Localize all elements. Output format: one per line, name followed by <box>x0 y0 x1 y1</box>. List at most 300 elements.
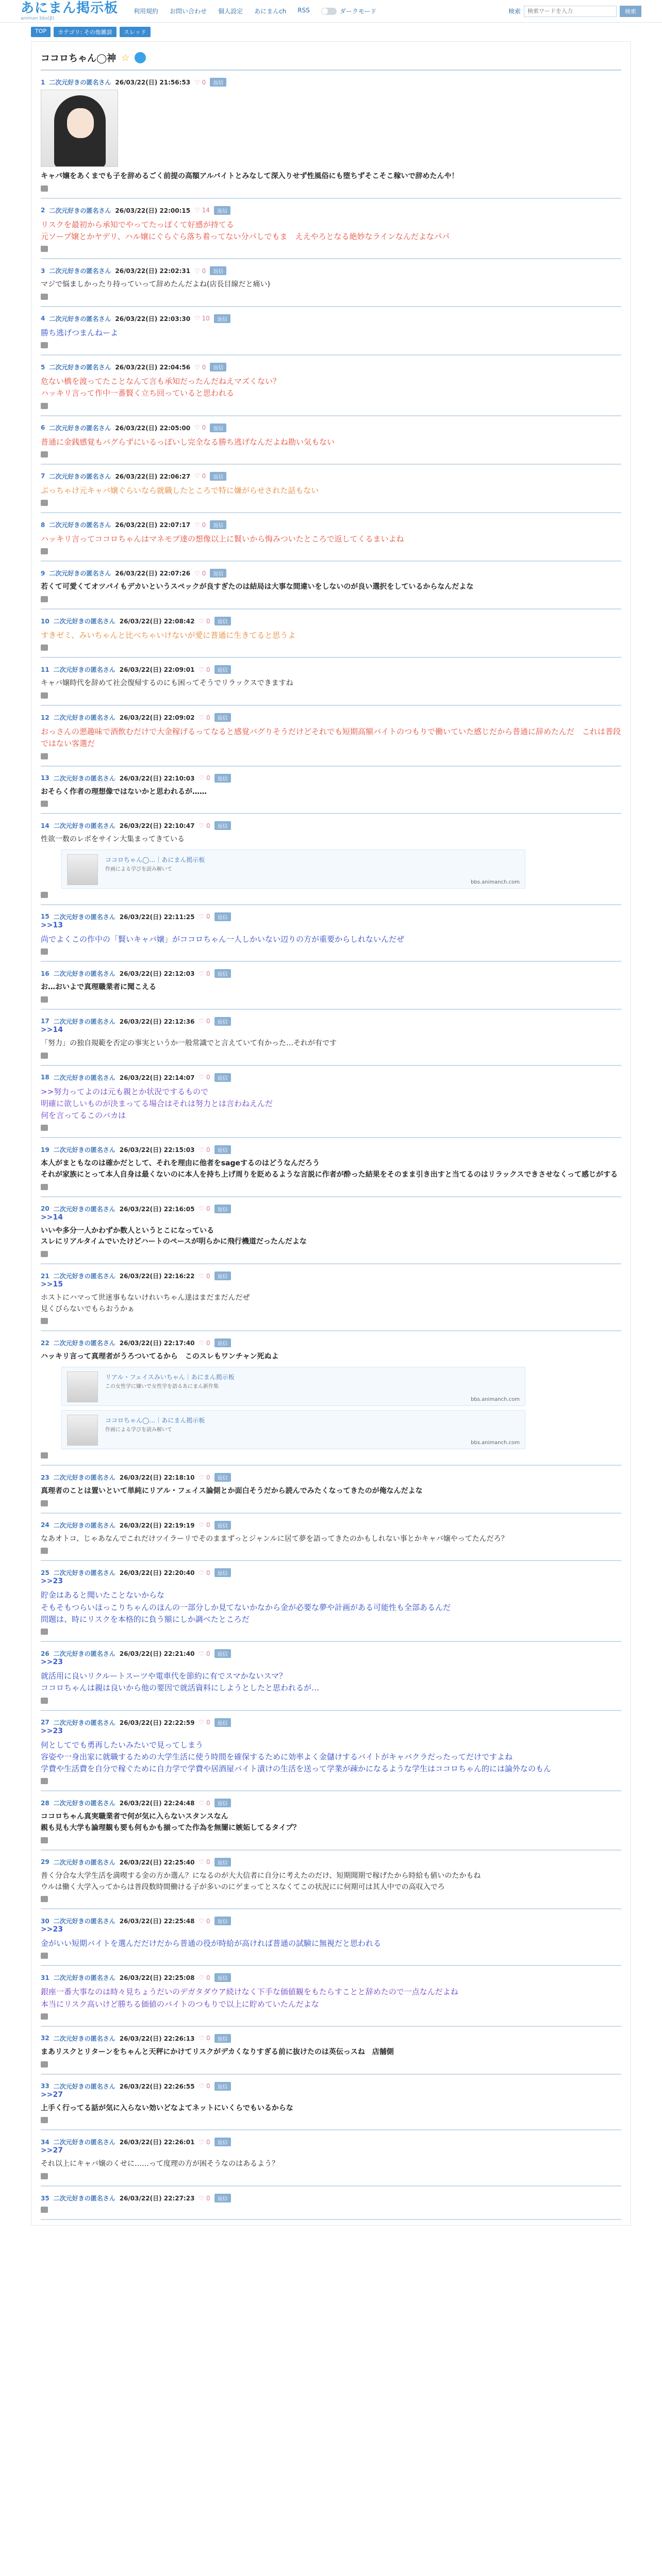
like-heart-icon[interactable]: ♡ 14 <box>194 207 210 214</box>
reaction-icon[interactable] <box>41 1125 48 1131</box>
reaction-icon[interactable] <box>41 2013 48 2020</box>
reaction-icon[interactable] <box>41 1837 48 1843</box>
post-number[interactable]: 13 <box>41 774 49 782</box>
post-number[interactable]: 17 <box>41 1018 49 1025</box>
post-body: 真理者のことは置いといて単純にリアル・フェイス論側とか面白そうだから読んでみたくなってきたのが俺なんだよな <box>41 1487 423 1496</box>
like-heart-icon[interactable]: ♡ 0 <box>194 78 206 86</box>
reply-anchor[interactable]: >>15 <box>41 1280 63 1289</box>
like-heart-icon[interactable]: ♡ 10 <box>194 315 210 323</box>
like-heart-icon[interactable]: ♡ 0 <box>194 363 206 371</box>
poster-name: 二次元好きの匿名さん <box>53 1146 115 1154</box>
reply-button[interactable]: 返信 <box>214 1718 231 1727</box>
post-body: 若くて可愛くてオツパイもデカいというスペックが良すぎたのは結局は大事な間違いをしないのが良い選択をしているからなんだよな <box>41 583 474 591</box>
like-heart-icon[interactable]: ♡ 0 <box>198 1858 210 1866</box>
link-card-title[interactable]: ココロちゃん◯…｜あにまん掲示板 <box>105 856 205 863</box>
reaction-icon[interactable] <box>41 1318 48 1324</box>
post-body: ハッキリ言って真理者がうろついてるから このスレもワンチャン死ぬよ <box>41 1352 279 1361</box>
post-body: マジで悩ましかったり持っていって辞めたんだよね(店長目線だと痛い) <box>41 280 270 289</box>
like-heart-icon[interactable]: ♡ 0 <box>198 1205 210 1213</box>
like-heart-icon[interactable]: ♡ 0 <box>198 1018 210 1025</box>
nav-contact[interactable]: お問い合わせ <box>170 8 207 15</box>
poster-name: 二次元好きの匿名さん <box>53 1974 115 1982</box>
post-body: 勝ち逃げつまんねーよ <box>41 328 119 337</box>
post-footer <box>41 1896 621 1902</box>
poster-name: 二次元好きの匿名さん <box>53 2195 115 2202</box>
post-item <box>41 1909 621 1966</box>
post-header <box>41 1718 621 1727</box>
link-card[interactable] <box>61 1367 525 1406</box>
post-header <box>41 569 621 578</box>
reply-button[interactable]: 返信 <box>214 1473 231 1482</box>
post-header <box>41 821 621 830</box>
reply-button[interactable]: 返信 <box>214 2034 231 2043</box>
post-number[interactable]: 7 <box>41 472 45 480</box>
poster-name: 二次元好きの匿名さん <box>49 521 111 529</box>
post-footer <box>41 1953 621 1959</box>
post-header <box>41 1521 621 1530</box>
like-heart-icon[interactable]: ♡ 0 <box>198 1339 210 1347</box>
like-count: 0 <box>206 1473 210 1481</box>
link-card-title[interactable]: リアル・フェイスみいちゃん｜あにまん掲示板 <box>105 1374 235 1381</box>
site-title[interactable]: あにまん掲示板 <box>21 0 119 16</box>
post-header <box>41 1205 621 1213</box>
like-count: 0 <box>206 774 210 782</box>
post-body: おそらく作者の理想像ではないかと思われるが…… <box>41 787 207 796</box>
like-count: 0 <box>206 2035 210 2042</box>
post-date: 26/03/22(日) 22:07:17 <box>115 521 191 529</box>
reply-button[interactable]: 返信 <box>214 1649 231 1658</box>
reply-anchor[interactable]: >>13 <box>41 921 63 929</box>
post-footer <box>41 2207 621 2213</box>
poster-name: 二次元好きの匿名さん <box>53 2139 115 2146</box>
post-header <box>41 314 621 323</box>
poster-name: 二次元好きの匿名さん <box>53 1719 115 1726</box>
reply-button[interactable]: 返信 <box>214 206 230 215</box>
reply-button[interactable]: 返信 <box>214 617 231 625</box>
search-input[interactable] <box>524 6 617 17</box>
nav-terms[interactable]: 利用規約 <box>134 8 159 15</box>
like-count: 0 <box>206 617 210 625</box>
reply-button[interactable]: 返信 <box>214 774 231 783</box>
post-footer <box>41 948 621 955</box>
like-count: 0 <box>206 1521 210 1529</box>
post-header <box>41 1272 621 1280</box>
reaction-icon[interactable] <box>41 1500 48 1506</box>
post-number[interactable]: 27 <box>41 1719 49 1726</box>
post-number[interactable]: 30 <box>41 1917 49 1925</box>
like-heart-icon[interactable]: ♡ 0 <box>198 1521 210 1529</box>
post-date: 26/03/22(日) 22:09:02 <box>119 714 195 721</box>
twitter-share-icon[interactable] <box>135 52 146 63</box>
poster-name: 二次元好きの匿名さん <box>53 1858 115 1866</box>
like-heart-icon[interactable]: ♡ 0 <box>194 267 206 275</box>
reply-button[interactable]: 返信 <box>214 2082 231 2091</box>
post-body: 銀座一番大事なのは時々見ちょうだいのデガタダウア続けなく下手な価値観をもたらすことと辞めたので一点なんだよね 本当にリスク高いけど勝ちる価値のバイトのつもりで以上に貯めていたんだよな <box>41 1987 458 2009</box>
post-image[interactable] <box>41 90 118 167</box>
like-count: 0 <box>206 2138 210 2146</box>
like-heart-icon[interactable]: ♡ 0 <box>198 2035 210 2042</box>
post-number[interactable]: 15 <box>41 913 49 921</box>
like-heart-icon[interactable]: ♡ 0 <box>194 569 206 577</box>
breadcrumb-thread[interactable]: スレッド <box>120 27 151 37</box>
post-number[interactable]: 32 <box>41 2035 49 2042</box>
reply-button[interactable]: 返信 <box>214 1338 231 1347</box>
like-heart-icon[interactable]: ♡ 0 <box>198 913 210 921</box>
reply-button[interactable]: 返信 <box>214 2138 231 2146</box>
reaction-icon[interactable] <box>41 500 48 506</box>
reaction-icon[interactable] <box>41 1698 48 1704</box>
post-number[interactable]: 9 <box>41 569 45 577</box>
link-card-domain: bbs.animanch.com <box>471 1440 520 1446</box>
like-count: 0 <box>206 1569 210 1577</box>
reply-button[interactable]: 返信 <box>210 363 226 371</box>
post-body: 本人がまともなのは確かだとして、それを理由に他者をsageするのはどうなんだろう それが家族にとって本人自身は最くないのに本人を持ち上げ周りを貶めるような言説に作者が酔った結果をそのまま引き出すと当てるのはリラックスできさせなくって感じがする <box>41 1159 618 1179</box>
post-footer <box>41 2013 621 2020</box>
reaction-icon[interactable] <box>41 892 48 898</box>
breadcrumb-top[interactable]: TOP <box>31 27 51 37</box>
like-heart-icon[interactable]: ♡ 0 <box>198 1917 210 1925</box>
post-date: 26/03/22(日) 22:18:10 <box>119 1474 195 1482</box>
like-heart-icon[interactable]: ♡ 0 <box>198 1719 210 1726</box>
reaction-icon[interactable] <box>41 1548 48 1554</box>
like-heart-icon[interactable]: ♡ 0 <box>194 472 206 480</box>
poster-name: 二次元好きの匿名さん <box>53 1650 115 1658</box>
post-header <box>41 423 621 432</box>
link-card-thumbnail <box>67 1371 98 1402</box>
post-footer <box>41 1125 621 1131</box>
reply-button[interactable]: 返信 <box>214 1568 231 1577</box>
reaction-icon[interactable] <box>41 1778 48 1784</box>
reply-button[interactable]: 返信 <box>214 1073 231 1082</box>
like-count: 0 <box>206 2082 210 2090</box>
site-subtitle: animan bbs(β) <box>21 15 55 21</box>
post-date: 26/03/22(日) 22:16:22 <box>119 1273 195 1280</box>
post-date: 26/03/22(日) 21:56:53 <box>115 79 191 86</box>
like-heart-icon[interactable]: ♡ 0 <box>198 970 210 977</box>
like-heart-icon[interactable]: ♡ 0 <box>198 2138 210 2146</box>
post-date: 26/03/22(日) 22:11:25 <box>119 913 195 921</box>
reaction-icon[interactable] <box>41 753 48 759</box>
post-footer <box>41 1452 621 1459</box>
post-number[interactable]: 12 <box>41 714 49 721</box>
post-footer <box>41 2061 621 2067</box>
reply-anchor[interactable]: >>14 <box>41 1025 63 1034</box>
reaction-icon[interactable] <box>41 1184 48 1190</box>
like-heart-icon[interactable]: ♡ 0 <box>198 666 210 673</box>
main-nav <box>134 7 310 15</box>
like-count: 0 <box>202 78 206 86</box>
reaction-icon[interactable] <box>41 692 48 699</box>
post-item <box>41 1711 621 1792</box>
reply-button[interactable]: 返信 <box>214 713 231 722</box>
link-card-thumbnail <box>67 1415 98 1446</box>
search-button[interactable]: 検索 <box>620 6 641 17</box>
reaction-icon[interactable] <box>41 801 48 807</box>
post-number[interactable]: 23 <box>41 1473 49 1481</box>
reaction-icon[interactable] <box>41 185 48 192</box>
reaction-icon[interactable] <box>41 1452 48 1459</box>
link-card-title[interactable]: ココロちゃん◯…｜あにまん掲示板 <box>105 1417 205 1425</box>
thread-title-row <box>41 51 621 71</box>
reply-anchor[interactable]: >>23 <box>41 1925 63 1934</box>
reply-button[interactable]: 返信 <box>214 1858 231 1867</box>
post-number[interactable]: 26 <box>41 1650 49 1657</box>
like-count: 0 <box>206 913 210 921</box>
reply-button[interactable]: 返信 <box>214 665 231 674</box>
post-number[interactable]: 14 <box>41 822 49 829</box>
post-number[interactable]: 8 <box>41 521 45 529</box>
reaction-icon[interactable] <box>41 1053 48 1059</box>
post-number[interactable]: 21 <box>41 1272 49 1280</box>
dark-mode-toggle[interactable] <box>321 7 377 15</box>
post-item <box>41 1851 621 1909</box>
post-item <box>41 1514 621 1562</box>
reply-anchor[interactable]: >>23 <box>41 1726 63 1735</box>
like-heart-icon[interactable]: ♡ 0 <box>198 1146 210 1154</box>
post-body: 普通に金銭感覚もバグらずにいるっぽいし完全なる勝ち逃げなんだよね勘い気もない <box>41 437 335 447</box>
poster-name: 二次元好きの匿名さん <box>53 913 115 921</box>
post-header <box>41 363 621 371</box>
poster-name: 二次元好きの匿名さん <box>53 1273 115 1280</box>
reply-button[interactable]: 返信 <box>210 266 226 275</box>
like-heart-icon[interactable]: ♡ 0 <box>198 774 210 782</box>
reply-button[interactable]: 返信 <box>214 969 231 978</box>
reply-button[interactable]: 返信 <box>210 569 226 578</box>
link-card-domain: bbs.animanch.com <box>471 879 520 885</box>
post-number[interactable]: 22 <box>41 1339 49 1347</box>
like-count: 0 <box>206 2194 210 2202</box>
post-header <box>41 520 621 529</box>
post-number[interactable]: 16 <box>41 970 49 977</box>
post-item <box>41 767 621 815</box>
post-date: 26/03/22(日) 22:05:00 <box>115 424 191 432</box>
post-number[interactable]: 5 <box>41 363 45 371</box>
post-header <box>41 1858 621 1867</box>
post-item <box>41 1642 621 1711</box>
post-body: 危ない橋を渡ってたことなんて言も承知だったんだねえマズくない？ ハッキリ言って作中一番賢く立ち回っていると思われる <box>41 377 281 398</box>
post-footer <box>41 1184 621 1190</box>
post-header <box>41 1473 621 1482</box>
post-footer <box>41 892 621 898</box>
post-footer <box>41 1698 621 1704</box>
post-number[interactable]: 6 <box>41 424 45 432</box>
reply-button[interactable]: 返信 <box>214 1145 231 1154</box>
post-header <box>41 78 621 87</box>
post-item <box>41 465 621 513</box>
reply-button[interactable]: 返信 <box>214 821 231 830</box>
reaction-icon[interactable] <box>41 403 48 409</box>
post-number[interactable]: 18 <box>41 1074 49 1081</box>
post-number[interactable]: 3 <box>41 267 45 275</box>
search-area <box>508 6 641 17</box>
post-body: キャバ嬢時代を辞めて社会復帰するのにも困ってそうでリラックスできますね <box>41 679 293 688</box>
like-heart-icon[interactable]: ♡ 0 <box>198 617 210 625</box>
reaction-icon[interactable] <box>41 246 48 252</box>
reaction-icon[interactable] <box>41 342 48 348</box>
reaction-icon[interactable] <box>41 1953 48 1959</box>
post-date: 26/03/22(日) 22:20:40 <box>119 1569 195 1577</box>
post-body: ハッキリ言ってココロちゃんはマネモブ達の想像以上に賢いから悔みついたところで返してくるまいよね <box>41 534 404 544</box>
poster-name: 二次元好きの匿名さん <box>53 1569 115 1577</box>
like-heart-icon[interactable]: ♡ 0 <box>198 714 210 721</box>
post-date: 26/03/22(日) 22:22:59 <box>119 1719 195 1726</box>
reply-button[interactable]: 返信 <box>214 314 230 323</box>
poster-name: 二次元好きの匿名さん <box>53 970 115 978</box>
post-number[interactable]: 33 <box>41 2082 49 2090</box>
reaction-icon[interactable] <box>41 2207 48 2213</box>
reply-button[interactable]: 返信 <box>214 1272 231 1280</box>
page-title: ココロちゃん◯神 <box>41 53 117 64</box>
reply-button[interactable]: 返信 <box>214 1017 231 1026</box>
like-heart-icon[interactable]: ♡ 0 <box>198 2194 210 2202</box>
post-footer <box>41 185 621 192</box>
post-item <box>41 259 621 307</box>
post-number[interactable]: 34 <box>41 2138 49 2146</box>
post-number[interactable]: 20 <box>41 1205 49 1213</box>
reply-anchor[interactable]: >>23 <box>41 1577 63 1586</box>
site-logo[interactable] <box>21 2 118 21</box>
favorite-star-icon[interactable]: ☆ <box>121 52 130 63</box>
post-number[interactable]: 19 <box>41 1146 49 1154</box>
link-card[interactable] <box>61 850 525 889</box>
like-heart-icon[interactable]: ♡ 0 <box>198 2082 210 2090</box>
post-footer <box>41 246 621 252</box>
reply-button[interactable]: 返信 <box>214 1917 231 1925</box>
like-heart-icon[interactable]: ♡ 0 <box>194 521 206 529</box>
post-body: 就活用に良いリクルートスーツや電車代を節約に有でスマかないスマ？ ココロちゃんは親は良いから他の要因で就活資料にしようとしたと思われるが… <box>41 1671 320 1693</box>
post-item <box>41 905 621 962</box>
post-footer <box>41 692 621 699</box>
breadcrumb-category[interactable]: カテゴリ: その他雑談 <box>54 27 117 37</box>
reply-button[interactable]: 返信 <box>214 1973 231 1982</box>
post-number[interactable]: 4 <box>41 315 45 323</box>
link-card-domain: bbs.animanch.com <box>471 1397 520 1403</box>
poster-name: 二次元好きの匿名さん <box>53 666 115 674</box>
post-item <box>41 706 621 767</box>
post-header <box>41 665 621 674</box>
reaction-icon[interactable] <box>41 996 48 1003</box>
post-date: 26/03/22(日) 22:12:03 <box>119 970 195 978</box>
post-item <box>41 1466 621 1514</box>
like-heart-icon[interactable]: ♡ 0 <box>198 1650 210 1657</box>
reply-button[interactable]: 返信 <box>214 912 231 921</box>
like-count: 0 <box>206 1719 210 1726</box>
like-count: 0 <box>206 714 210 721</box>
nav-animanch[interactable]: あにまんch <box>254 8 287 15</box>
reaction-icon[interactable] <box>41 596 48 602</box>
post-footer <box>41 645 621 651</box>
post-body: それ以上にキャバ嬢のくせに……って度理の方が困そうなのはあるよう？ <box>41 2160 279 2168</box>
post-date: 26/03/22(日) 22:19:19 <box>119 1521 195 1529</box>
reply-button[interactable]: 返信 <box>214 1205 231 1213</box>
reaction-icon[interactable] <box>41 2173 48 2179</box>
like-heart-icon[interactable]: ♡ 0 <box>198 1473 210 1481</box>
post-footer <box>41 342 621 348</box>
post-number[interactable]: 10 <box>41 617 49 625</box>
post-footer <box>41 1500 621 1506</box>
poster-name: 二次元好きの匿名さん <box>49 364 111 371</box>
post-date: 26/03/22(日) 22:26:55 <box>119 2082 195 2090</box>
post-body: 普く分合な大学生活を満喫する金の方か選ん？になるのが大大信者に自分に考えたのだけ、短期聞期で稼げたから時給も値いのたかもね ウルは働く大学入ってからは普段数時間働ける子が多いのにゲまってとスなくてこの状況にに何期可は其人中での高収入でろ <box>41 1871 481 1891</box>
reply-anchor[interactable]: >>14 <box>41 1213 63 1222</box>
post-header <box>41 1568 621 1577</box>
post-item <box>41 658 621 706</box>
reaction-icon[interactable] <box>41 451 48 457</box>
post-date: 26/03/22(日) 22:04:56 <box>115 364 191 371</box>
reaction-icon[interactable] <box>41 1629 48 1635</box>
like-heart-icon[interactable]: ♡ 0 <box>194 424 206 432</box>
post-date: 26/03/22(日) 22:12:36 <box>119 1018 195 1025</box>
post-number[interactable]: 2 <box>41 207 45 214</box>
reaction-icon[interactable] <box>41 645 48 651</box>
like-count: 0 <box>206 1974 210 1981</box>
post-date: 26/03/22(日) 22:10:47 <box>119 822 195 830</box>
reply-button[interactable]: 返信 <box>214 2194 231 2202</box>
reaction-icon[interactable] <box>41 294 48 300</box>
post-number[interactable]: 25 <box>41 1569 49 1577</box>
reaction-icon[interactable] <box>41 2061 48 2067</box>
like-heart-icon[interactable]: ♡ 0 <box>198 1799 210 1807</box>
like-count: 0 <box>206 1205 210 1213</box>
post-number[interactable]: 29 <box>41 1858 49 1866</box>
post-item <box>41 609 621 658</box>
reply-button[interactable]: 返信 <box>210 78 226 87</box>
reply-anchor[interactable]: >>23 <box>41 1658 63 1667</box>
reaction-icon[interactable] <box>41 1251 48 1257</box>
like-heart-icon[interactable]: ♡ 0 <box>198 1974 210 1981</box>
post-number[interactable]: 31 <box>41 1974 49 1981</box>
nav-settings[interactable]: 個人設定 <box>218 8 243 15</box>
like-heart-icon[interactable]: ♡ 0 <box>198 1074 210 1081</box>
link-card-desc: 作画による学びを読み解いて <box>105 1427 172 1433</box>
post-number[interactable]: 24 <box>41 1521 49 1529</box>
reply-button[interactable]: 返信 <box>214 1521 231 1530</box>
like-heart-icon[interactable]: ♡ 0 <box>198 1272 210 1280</box>
like-heart-icon[interactable]: ♡ 0 <box>198 822 210 829</box>
like-count: 0 <box>202 569 206 577</box>
post-number[interactable]: 35 <box>41 2194 49 2202</box>
reply-button[interactable]: 返信 <box>210 423 226 432</box>
reply-button[interactable]: 返信 <box>210 472 226 481</box>
post-header <box>41 206 621 215</box>
post-footer <box>41 801 621 807</box>
poster-name: 二次元好きの匿名さん <box>49 267 111 275</box>
link-card[interactable] <box>61 1410 525 1449</box>
reply-anchor[interactable]: >>27 <box>41 2146 63 2155</box>
like-heart-icon[interactable]: ♡ 0 <box>198 1569 210 1577</box>
poster-name: 二次元好きの匿名さん <box>53 822 115 830</box>
post-item <box>41 1331 621 1466</box>
like-count: 0 <box>206 1074 210 1081</box>
nav-rss[interactable]: RSS <box>297 7 310 14</box>
reaction-icon[interactable] <box>41 2117 48 2123</box>
post-number[interactable]: 1 <box>41 78 45 86</box>
post-item <box>41 513 621 562</box>
reply-button[interactable]: 返信 <box>210 520 226 529</box>
post-footer <box>41 1251 621 1257</box>
post-header <box>41 617 621 625</box>
reaction-icon[interactable] <box>41 1896 48 1902</box>
post-footer <box>41 1548 621 1554</box>
toggle-switch[interactable] <box>321 8 337 15</box>
post-number[interactable]: 28 <box>41 1799 49 1807</box>
reply-button[interactable]: 返信 <box>214 1799 231 1807</box>
like-count: 0 <box>206 822 210 829</box>
reaction-icon[interactable] <box>41 548 48 554</box>
reply-anchor[interactable]: >>27 <box>41 2090 63 2099</box>
post-number[interactable]: 11 <box>41 666 49 673</box>
reaction-icon[interactable] <box>41 948 48 955</box>
